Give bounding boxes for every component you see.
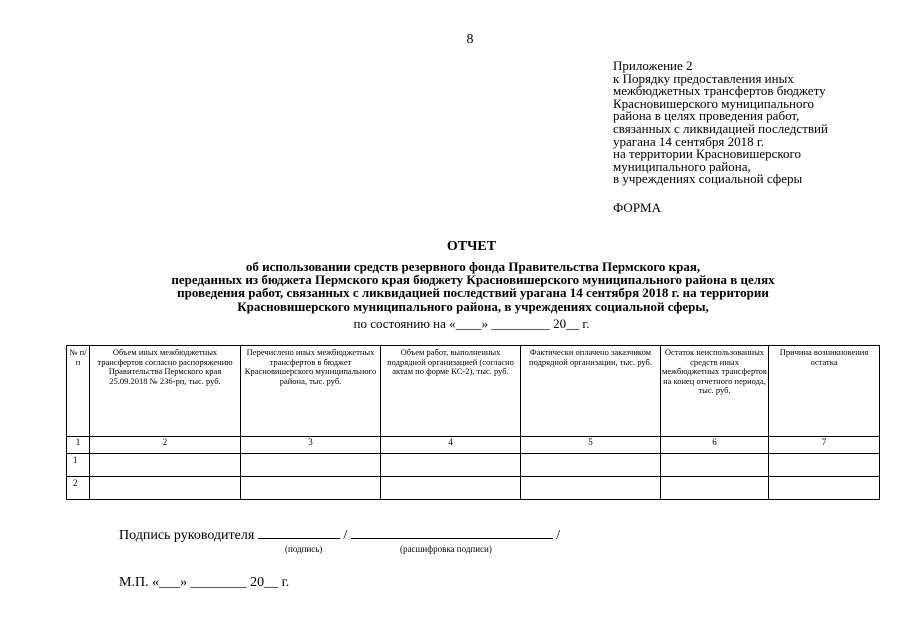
as-of-date: по состоянию на «____» _________ 20__ г.: [353, 316, 590, 331]
column-number-cell: 4: [381, 437, 521, 454]
appendix-line: Красновишерского муниципального: [613, 95, 815, 111]
table-row: [67, 454, 880, 477]
table-cell: [241, 454, 381, 477]
stamp-label: М.П.: [119, 575, 149, 590]
table-cell: [521, 454, 661, 477]
stamp-date: «___» ________ 20__ г.: [152, 575, 290, 590]
table-cell: [769, 454, 880, 477]
signature-field[interactable]: [258, 524, 340, 539]
signature-caption: (подпись): [285, 544, 323, 554]
column-number-row: [67, 437, 880, 454]
appendix-line: к Порядку предоставления иных: [613, 70, 794, 86]
table-cell: [241, 477, 381, 500]
column-number-cell: 7: [769, 437, 880, 454]
subtitle-line: об использовании средств резервного фонда Правительства Пермского края,: [245, 259, 701, 274]
table-cell: 2: [67, 477, 90, 500]
column-number-cell: 1: [67, 437, 90, 454]
table-header-row: [67, 346, 880, 437]
table-cell: 1: [67, 454, 90, 477]
appendix-line: урагана 14 сентября 2018 г.: [613, 133, 764, 149]
header-cell: Причина возникновения остатка: [769, 346, 880, 437]
report-subtitle: [75, 260, 871, 313]
header-cell: Остаток неиспользованных средств иных межбюджетных трансфертов на конец отчетного периода, тыс. руб.: [661, 346, 769, 437]
appendix-line: связанных с ликвидацией последствий: [613, 120, 828, 136]
decode-caption: (расшифровка подписи): [400, 544, 492, 554]
table-cell: [381, 477, 521, 500]
table-cell: [661, 477, 769, 500]
appendix-line: района в целях проведения работ,: [613, 108, 800, 124]
appendix-block: [613, 60, 893, 186]
table-cell: [90, 477, 241, 500]
separator-slash: /: [343, 528, 348, 543]
column-number-cell: 6: [661, 437, 769, 454]
appendix-line: межбюджетных трансфертов бюджету: [613, 83, 826, 99]
appendix-line: в учреждениях социальной сферы: [613, 171, 803, 187]
header-cell: Объем иных межбюджетных трансфертов согласно распоряжению Правительства Пермского края 25.09.2018 № 236-рп, тыс. руб.: [90, 346, 241, 437]
appendix-line: на территории Красновишерского: [613, 146, 802, 162]
table-cell: [521, 477, 661, 500]
table-cell: [769, 477, 880, 500]
header-cell: Фактически оплачено заказчиком подрядной организации, тыс. руб.: [521, 346, 661, 437]
table-cell: [661, 454, 769, 477]
header-cell: № п/п: [67, 346, 90, 437]
signature-line: [119, 524, 560, 544]
table-cell: [381, 454, 521, 477]
form-label: ФОРМА: [613, 200, 661, 215]
subtitle-line: переданных из бюджета Пермского края бюджету Красновишерского муниципального района в целях: [171, 272, 775, 288]
table-cell: [90, 454, 241, 477]
separator-slash: /: [556, 528, 561, 543]
subtitle-line: Красновишерского муниципального района, в учреждениях социальной сферы,: [237, 298, 709, 314]
table-row: [67, 477, 880, 500]
report-title: ОТЧЕТ: [446, 239, 497, 254]
column-number-cell: 3: [241, 437, 381, 454]
stamp-line: [119, 575, 289, 591]
header-cell: Перечислено иных межбюджетных трансфертов в бюджет Красновишерского муниципального района, тыс. руб.: [241, 346, 381, 437]
signature-decode-field[interactable]: [351, 524, 553, 539]
page-number: 8: [466, 32, 474, 47]
column-number-cell: 2: [90, 437, 241, 454]
column-number-cell: 5: [521, 437, 661, 454]
signature-label: Подпись руководителя: [119, 528, 255, 543]
report-table: [66, 345, 880, 500]
appendix-line: муниципального района,: [613, 158, 751, 174]
subtitle-line: проведения работ, связанных с ликвидацией последствий урагана 14 сентября 2018 г. на территории: [177, 285, 769, 301]
header-cell: Объем работ, выполненных подрядной организацией (согласно актам по форме КС-2), тыс. руб.: [381, 346, 521, 437]
appendix-line: Приложение 2: [613, 58, 693, 73]
